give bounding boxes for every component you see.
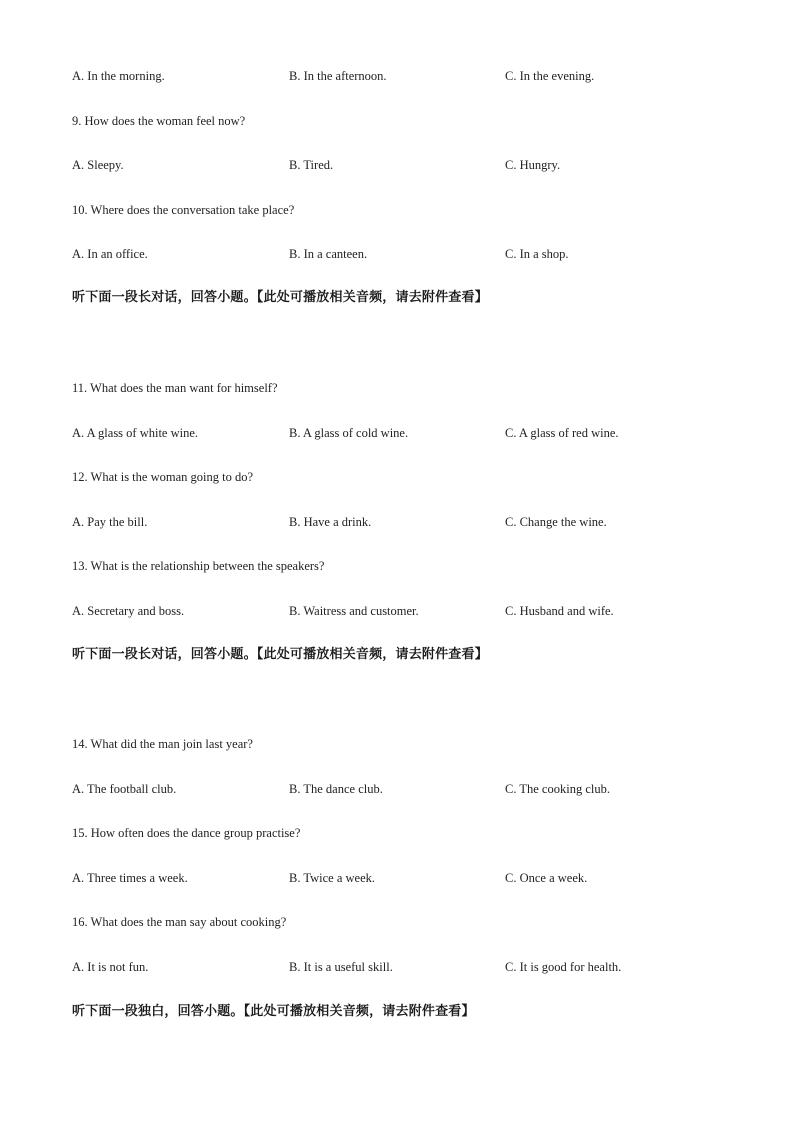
q16-option-b: B. It is a useful skill. xyxy=(289,960,393,974)
q10-stem: 10. Where does the conversation take place? xyxy=(72,203,295,217)
q15-options xyxy=(0,870,794,886)
q8-option-c: C. In the evening. xyxy=(505,69,595,83)
q15-option-b: B. Twice a week. xyxy=(289,871,376,885)
q11-stem: 11. What does the man want for himself? xyxy=(72,381,278,395)
q14-option-a: A. The football club. xyxy=(72,782,177,796)
q12-options xyxy=(0,514,794,530)
q13-option-a: A. Secretary and boss. xyxy=(72,604,185,618)
q11-options xyxy=(0,425,794,441)
q13-option-b: B. Waitress and customer. xyxy=(289,604,419,618)
q9-option-b: B. Tired. xyxy=(289,158,334,172)
q16-option-c: C. It is good for health. xyxy=(505,960,622,974)
q13-stem: 13. What is the relationship between the speakers? xyxy=(72,559,325,573)
q10-option-b: B. In a canteen. xyxy=(289,247,368,261)
q16-options xyxy=(0,959,794,975)
listening-instruction-1: 听下面一段长对话，回答小题。【此处可播放相关音频，请去附件查看】 xyxy=(72,290,488,305)
q12-stem: 12. What is the woman going to do? xyxy=(72,470,253,484)
q14-option-b: B. The dance club. xyxy=(289,782,383,796)
q8-option-a: A. In the morning. xyxy=(72,69,165,83)
q8-option-b: B. In the afternoon. xyxy=(289,69,387,83)
q11-option-a: A. A glass of white wine. xyxy=(72,426,199,440)
q16-option-a: A. It is not fun. xyxy=(72,960,149,974)
q13-options xyxy=(0,603,794,619)
q11-option-c: C. A glass of red wine. xyxy=(505,426,619,440)
q9-option-a: A. Sleepy. xyxy=(72,158,124,172)
listening-instruction-3: 听下面一段独白，回答小题。【此处可播放相关音频，请去附件查看】 xyxy=(72,1004,475,1019)
q15-option-a: A. Three times a week. xyxy=(72,871,188,885)
q9-option-c: C. Hungry. xyxy=(505,158,561,172)
q8-options xyxy=(0,68,794,84)
q12-option-c: C. Change the wine. xyxy=(505,515,607,529)
q10-option-c: C. In a shop. xyxy=(505,247,569,261)
q16-stem: 16. What does the man say about cooking? xyxy=(72,915,287,929)
q14-option-c: C. The cooking club. xyxy=(505,782,610,796)
q10-options xyxy=(0,246,794,262)
q12-option-b: B. Have a drink. xyxy=(289,515,372,529)
q10-option-a: A. In an office. xyxy=(72,247,148,261)
q9-options xyxy=(0,157,794,173)
q13-option-c: C. Husband and wife. xyxy=(505,604,614,618)
listening-instruction-2: 听下面一段长对话，回答小题。【此处可播放相关音频，请去附件查看】 xyxy=(72,647,488,662)
q15-stem: 15. How often does the dance group practise? xyxy=(72,826,301,840)
q12-option-a: A. Pay the bill. xyxy=(72,515,148,529)
q14-options xyxy=(0,781,794,797)
q14-stem: 14. What did the man join last year? xyxy=(72,737,253,751)
q15-option-c: C. Once a week. xyxy=(505,871,588,885)
q9-stem: 9. How does the woman feel now? xyxy=(72,114,246,128)
q11-option-b: B. A glass of cold wine. xyxy=(289,426,409,440)
